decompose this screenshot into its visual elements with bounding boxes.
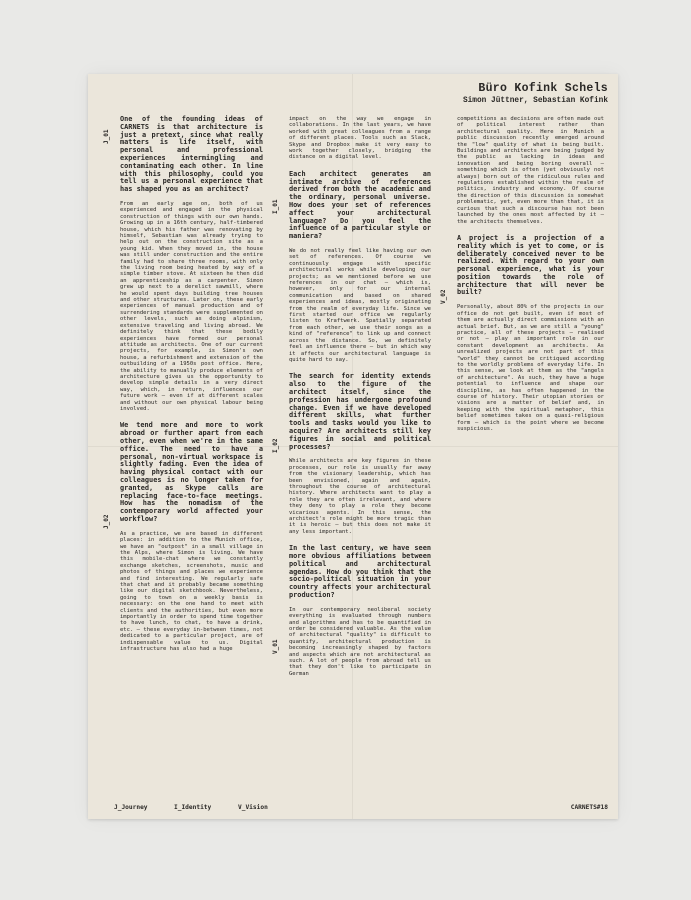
footer-vision-label: V_Vision (238, 804, 268, 811)
text-column-1 (120, 116, 263, 662)
answer: As a practice, we are based in different places: in addition to the Munich office, we have an "outpost" in a small village in the Alps, where Simon is living. We have this mobile-chat where we constantly exchange sketches, screenshots, music and photos of things and places we experience and find interesting. We regularly safe that chat and it probably became something like our digital sketchbook. Nevertheless, going to town on a weekly basis is necessary: on the one hand to meet with clients and the authorities, but even more importantly in order to spend time together to have lunch, to chat, to have a drink, etc. – these everyday in-between times, not dedicated to a particular project, are of indispensable value to us. Digital infrastructure has also had a huge (120, 530, 263, 653)
question: A project is a projection of a reality which is yet to come, or is deliberately conceived never to be realized. With regard to your own personal experience, what is your position towards the role of architecture that will never be built? (457, 233, 604, 297)
question: The search for identity extends also to the figure of the architect itself, since the profession has undergone profound change. Even if we have developed different skills, what further tools and tasks would you like to acquire? Are architects still key figures in social and political processes? (289, 372, 431, 451)
question: One of the founding ideas of CARNETS is that architecture is just a pretext, since what really matters is life itself, with personal and professional experiences intermingling and contaminating each other. In line with this philosophy, could you tell us a personal experience that has shaped you as an architect? (120, 115, 263, 194)
question: We tend more and more to work abroad or further apart from each other, even when we're in the same office. The need to have a personal, non-virtual workspace is slightly fading. Even the idea of having physical contact with our colleagues is no longer taken for granted, as Skype calls are replacing face-to-face meetings. How has the nomadism of the contemporary world affected your workflow? (120, 421, 263, 523)
answer: In our contemporary neoliberal society everything is evaluated through numbers and algorithms and has to be quantified in order be considered valuable. As the value of architectural "quality" is difficult to quantify, architectural production is becoming increasingly shaped by factors and aspects which are not architectural as such. A lot of people from abroad tell us that they don't like to participate in German (289, 606, 431, 677)
footer-journey-label: J_Journey (114, 804, 148, 811)
question: In the last century, we have seen more obvious affiliations between political and architectural agendas. How do you think that the socio-political situation in your country affects your architectural production? (289, 544, 431, 599)
section-tag-i01: I_01 (272, 199, 279, 214)
text-column-2 (289, 116, 431, 687)
section-tag-j02: J_02 (103, 514, 110, 529)
footer-identity-label: I_Identity (174, 804, 212, 811)
page-subtitle: Simon Jüttner, Sebastian Kofink (462, 97, 608, 105)
section-tag-v01: V_01 (272, 639, 279, 654)
page-title: Büro Kofink Schels (478, 82, 608, 95)
page-header (463, 82, 608, 105)
text-column-3 (457, 116, 604, 442)
answer: We do not really feel like having our own set of references. Of course we continuously engage with specific architectural works while developing our projects; as we mentioned before we use references in our chat – which is, however, only for our internal communication and based on shared experiences and ideas, mostly originating from the realm of everyday life. Since we first started our office we regularly listen to Kraftwerk. Spatially separated from each other, we use their songs as a kind of "reference" to link up and connect across the distance. So, we definitely feel an influence there – but in which way it affects our architectural language is quite hard to say. (289, 248, 431, 363)
section-tag-v02: V_02 (440, 289, 447, 304)
issue-number: CARNETS#18 (570, 804, 608, 811)
section-tag-j01: J_01 (103, 129, 110, 144)
answer: competitions as decisions are often made out of political interest rather than architectural quality. Here in Munich a public discussion recently emerged around the "low" quality of what is being built. Buildings and architects are being judged by the public as lacking in ideas and innovation and being boring overall – something which is often (yet obviously not always) born out of the ridiculous rules and regulations established within the realm of politics, industry and economy. Of course the direction of this discussion is somewhat problematic, yet, even more than that, it is curious that such a discourse has not been launched by the ones most affected by it – the architects themselves. (457, 116, 604, 225)
answer: impact on the way we engage in collaborations. In the last years, we have worked with great colleagues from a range of different places. Tools such as Slack, Skype and Dropbox make it very easy to work together closely, bridging the distance on a digital level. (289, 116, 431, 161)
section-tag-i02: I_02 (272, 438, 279, 453)
magazine-page (88, 74, 618, 819)
question: Each architect generates an intimate archive of references derived from both the academic and the ordinary, personal universe. How does your set of references affect your architectural language? Do you feel the influence of a particular style or maniera? (289, 169, 431, 241)
answer: Personally, about 80% of the projects in our office do not get built, even if most of them are actually direct commissions with an actual brief. But, as we are still a "young" practice, all of these projects – realised or not – play an important role in our constant development as architects. As unrealized projects are not part of this "world" they cannot be critiqued according to the worldly problems of everyday life. In this sense, we look at them as the "angels of architecture". As such, they have a huge potential to influence and shape our discipline, as has often happened in the course of history. Their utopian stories or visions are a matter of belief and, in keeping with the spiritual metaphor, this belief sometimes takes on a quasi-religious form – which is the point where we become suspicious. (457, 304, 604, 432)
answer: From an early age on, both of us experienced and engaged in the physical construction of things with our own hands. Growing up in a 16th century, half-timbered house, which his father was renovating by himself, Sebastian was already trying to help out on the construction site as a young kid. When they moved in, the house was still under construction and the entire family had to share three rooms, with only the living room being heated by way of a simple timber stove. At sixteen he then did an apprenticeship as a carpenter. Simon grew up next to a derelict sawmill, where he would spent days building tree houses and other structures. Later on, these early experiences of manual production and of surrendering standards were supplemented on other levels, such as doing alpinism, extensive traveling and living abroad. We definitely think that these bodily experiences have formed our personal attitude as architects. One of our current projects, for example, is Simon's own house, a refurbishment and extension of the outbuilding of a 1950s post office. Here, the ability to manually produce elements of architecture gives us the opportunity to develop simple details in a very direct way, which, in return, influences our future work – even if at different scales and without our own physical labour being involved. (120, 200, 263, 412)
answer: While architects are key figures in these processes, our role is usually far away from the visionary leadership, which has been envisioned, again and again, throughout the course of architectural history. Where architects want to play a role they are often irrelevant, and where they deny to play a role they become vicarious agents. In this sense, the architect's role might be more tragic than it is heroic – but this does not make it any less important. (289, 458, 431, 535)
